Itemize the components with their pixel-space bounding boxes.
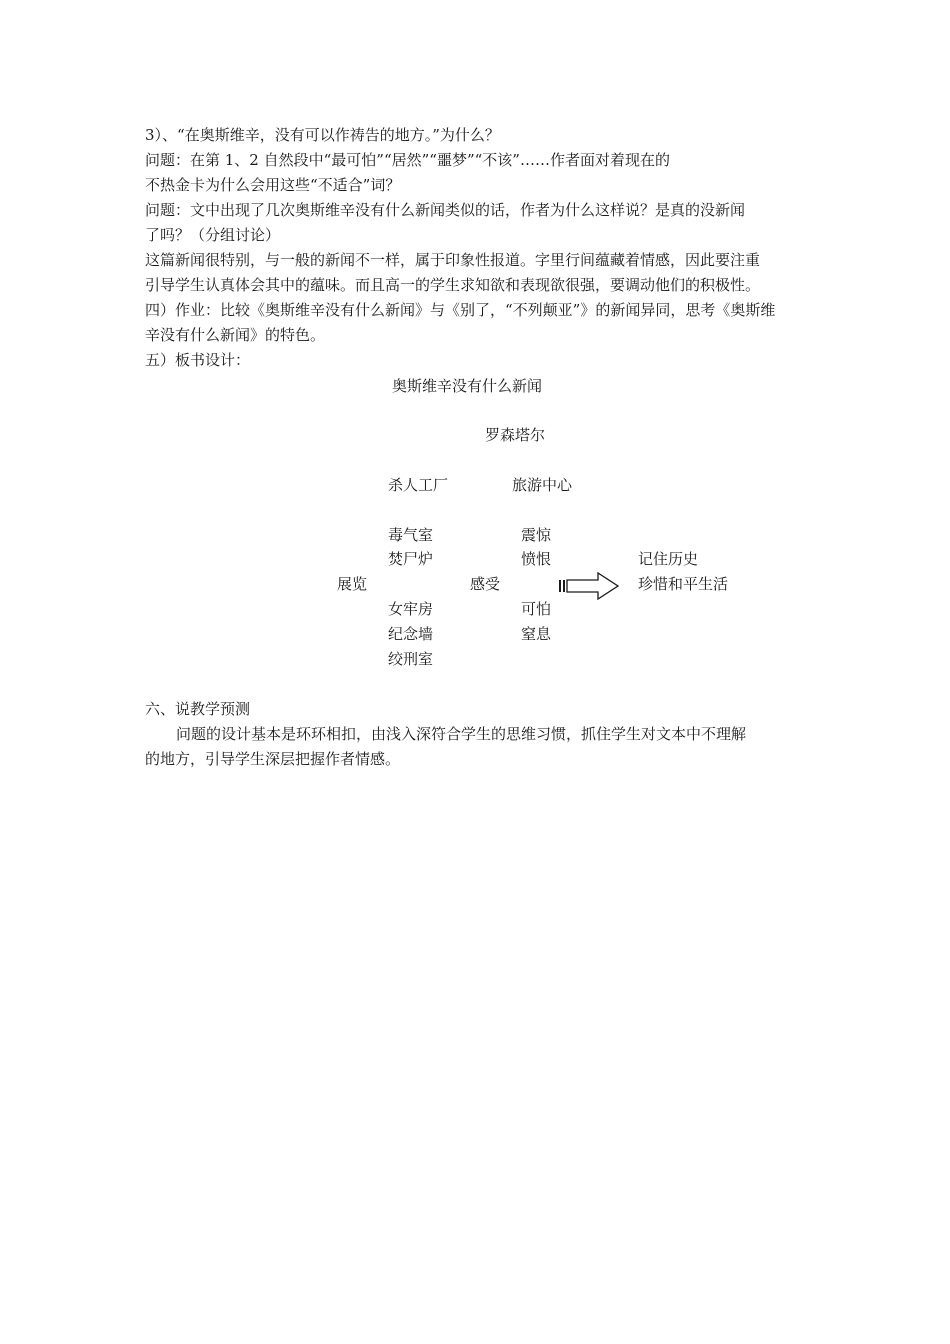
- board-design-heading: 五）板书设计：: [145, 351, 251, 369]
- board-right-item: 震惊: [521, 526, 552, 544]
- section6-heading: 六、说教学预测: [145, 700, 251, 718]
- board-label-feeling: 感受: [470, 575, 501, 593]
- arrow-tail-bar: [559, 580, 561, 592]
- right-arrow-icon: [558, 572, 620, 600]
- board-left-header: 杀人工厂: [388, 476, 449, 494]
- board-result-2: 珍惜和平生活: [638, 575, 729, 593]
- board-title: 奥斯维辛没有什么新闻: [392, 377, 543, 395]
- board-left-item: 女牢房: [388, 600, 434, 618]
- question-3: 3）、“在奥斯维辛，没有可以作祷告的地方。”为什么？: [145, 126, 500, 144]
- board-left-item: 纪念墙: [388, 625, 434, 643]
- board-right-header: 旅游中心: [512, 476, 573, 494]
- homework-line-2: 辛没有什么新闻》的特色。: [145, 326, 326, 344]
- section6-text-line-2: 的地方，引导学生深层把握作者情感。: [145, 750, 401, 768]
- board-result-1: 记住历史: [638, 550, 699, 568]
- board-right-item: 可怕: [521, 600, 552, 618]
- arrow-tail-bar: [563, 580, 565, 592]
- board-author: 罗森塔尔: [485, 426, 546, 444]
- analysis-line-1: 这篇新闻很特别，与一般的新闻不一样，属于印象性报道。字里行间蕴藏着情感，因此要注重: [145, 251, 761, 269]
- board-left-item: 绞刑室: [388, 650, 434, 668]
- arrow-body: [567, 573, 618, 599]
- question-words-line-1: 问题：在第 1、2 自然段中“最可怕”“居然”“噩梦”“不该”……作者面对着现在的: [145, 151, 670, 169]
- board-right-item: 愤恨: [521, 550, 552, 568]
- section6-text-line-1: 问题的设计基本是环环相扣，由浅入深符合学生的思维习惯，抓住学生对文本中不理解: [176, 725, 747, 743]
- board-left-item: 毒气室: [388, 526, 434, 544]
- board-label-exhibit: 展览: [337, 575, 368, 593]
- homework-line-1: 四）作业：比较《奥斯维辛没有什么新闻》与《别了，“不列颠亚”》的新闻异同，思考《奥斯维: [145, 301, 776, 319]
- question-discuss-line-2: 了吗？（分组讨论）: [145, 226, 281, 244]
- question-words-line-2: 不热金卡为什么会用这些“不适合”词？: [145, 176, 401, 194]
- question-discuss-line-1: 问题：文中出现了几次奥斯维辛没有什么新闻类似的话，作者为什么这样说？是真的没新闻: [145, 201, 746, 219]
- analysis-line-2: 引导学生认真体会其中的蕴味。而且高一的学生求知欲和表现欲很强，要调动他们的积极性。: [145, 276, 761, 294]
- board-left-item: 焚尸炉: [388, 550, 434, 568]
- board-right-item: 窒息: [521, 625, 552, 643]
